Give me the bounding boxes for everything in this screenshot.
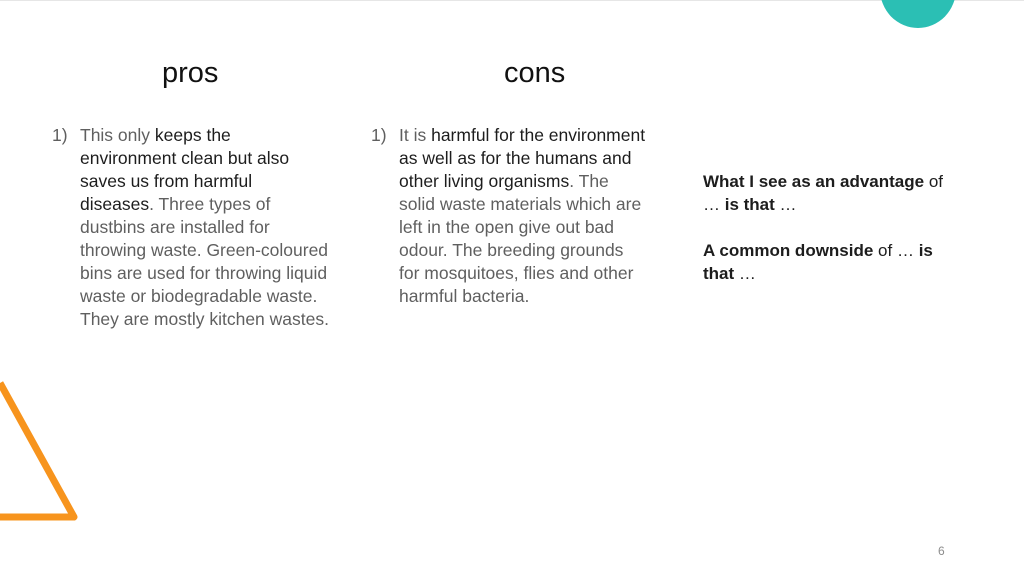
downside-phrase-line1: A common downside of … is	[703, 241, 933, 260]
downside-phrase-line2: that …	[703, 264, 756, 283]
pros-line: saves us from harmful	[80, 171, 253, 191]
cons-line: harmful bacteria.	[399, 286, 530, 306]
cons-line: as well as for the humans and	[399, 148, 632, 168]
cons-line: It is harmful for the environment	[399, 125, 646, 145]
orange-triangle-decoration	[0, 375, 80, 525]
useful-phrases	[703, 170, 993, 285]
cons-line: other living organisms. The	[399, 171, 609, 191]
pros-line: environment clean but also	[80, 148, 290, 168]
cons-line: odour. The breeding grounds	[399, 240, 624, 260]
page-number: 6	[938, 544, 945, 558]
cons-item-number: 1)	[371, 125, 387, 145]
pros-line: waste or biodegradable waste.	[80, 286, 318, 306]
pros-line: They are mostly kitchen wastes.	[80, 309, 329, 329]
pros-heading: pros	[162, 57, 219, 89]
cons-item-text	[399, 124, 645, 308]
pros-line: bins are used for throwing liquid	[80, 263, 328, 283]
teal-circle-decoration	[880, 0, 956, 28]
top-border	[0, 0, 1024, 1]
cons-line: solid waste materials which are	[399, 194, 642, 214]
pros-line: throwing waste. Green-coloured	[80, 240, 329, 260]
pros-item-text	[80, 124, 329, 331]
cons-heading: cons	[504, 57, 566, 89]
pros-item-number: 1)	[52, 125, 68, 145]
pros-line: This only keeps the	[80, 125, 231, 145]
cons-line: for mosquitoes, flies and other	[399, 263, 634, 283]
pros-line: diseases. Three types of	[80, 194, 271, 214]
cons-line: left in the open give out bad	[399, 217, 615, 237]
advantage-phrase-line1: What I see as an advantage of	[703, 172, 943, 191]
pros-line: dustbins are installed for	[80, 217, 270, 237]
advantage-phrase-line2: … is that …	[703, 195, 797, 214]
